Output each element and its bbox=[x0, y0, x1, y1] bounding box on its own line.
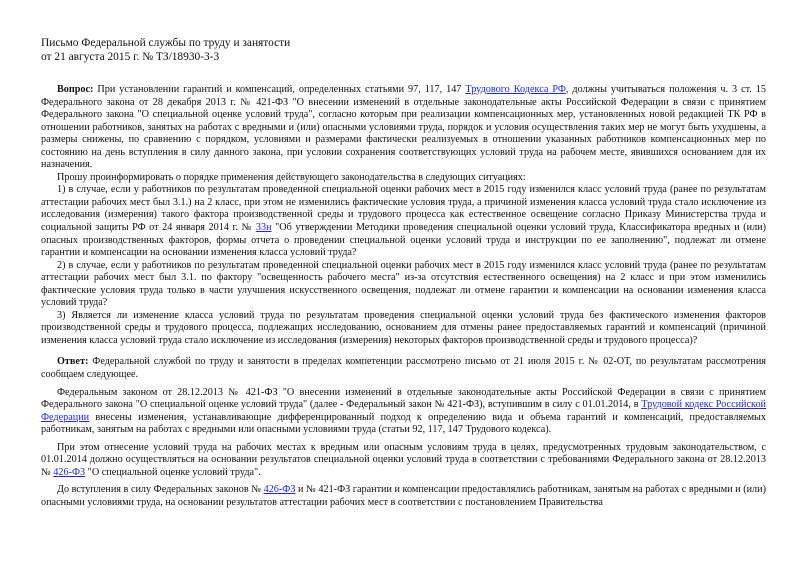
answer-label: Ответ: bbox=[57, 356, 89, 368]
answer-paragraph bbox=[41, 356, 766, 381]
question-text-1: При установлении гарантий и компенсаций, определенных статьями 97, 117, 147 bbox=[93, 84, 466, 95]
before-text-1: До вступления в силу Федеральных законов № bbox=[57, 484, 264, 496]
document-title bbox=[41, 36, 766, 64]
answer-text: Федеральной службой по труду и занятости в пределах компетенции рассмотрено письмо от 21 июля 2015 г. № 02-ОТ, по результатам рассмотрения сообщаем следующее. bbox=[41, 356, 766, 381]
question-paragraph bbox=[41, 84, 766, 172]
question-label: Вопрос: bbox=[57, 84, 94, 95]
attribution-text-2: "О специальной оценке условий труда". bbox=[85, 466, 261, 478]
request-item-3: 3) Является ли изменение класса условий труда по результатам проведения специальной оценки условий труда без фактического изменения факторов производственной среды и трудового процесса, подлежащих исследованию, основанием для отмены ранее предоставляемых гарантий и компенсаций (причиной изменения класса условий труда стало исключение из исследования (измерения) некоторых факторов производственной среды и трудового процесса)? bbox=[41, 309, 766, 346]
before-text-2: и № 421-ФЗ гарантии и компенсации предоставлялись работникам, занятым на работах с вредными и (или) опасными условиями труда, на основании результатов аттестации рабочих мест в соответствии с постановлением Правительства bbox=[41, 484, 766, 508]
before-laws-paragraph bbox=[41, 484, 766, 509]
request-item-1 bbox=[41, 184, 766, 259]
law-426-link-2[interactable]: 426-ФЗ bbox=[263, 484, 296, 496]
attribution-text-1: При этом отнесение условий труда на рабочих местах к вредным или опасным условиям труда в целях, предусмотренных трудовым законодательством, с 01.01.2014 должно осуществляться на основании результатов специальной оценки условий труда в соответствии с требованиями Федерального закона от 28.12.2013 № bbox=[41, 441, 766, 478]
title-line-1: Письмо Федеральной службы по труду и занятости bbox=[41, 37, 291, 49]
question-text-2: , должны учитываться положения ч. 3 ст. 15 Федерального закона от 28 декабря 2013 г. № 421-ФЗ "О внесении изменений в отдельные законодательные акты Российской Федерации в связи с принятием Федерального закона "О специальной оценке условий труда", согласно которым при реализации компенсационных мер, установленных новой редакцией ТК РФ в отношении работников, занятых на работах с вредными и (или) опасными условиями труда, порядок и условия осуществления таких мер не могут быть ухудшены, а размеры снижены, по сравнению с порядком, условиями и размерами фактически реализуемых в отношении указанных работников компенсационных мер по состоянию на день вступления в силу данного закона, при условии сохранения соответствующих условий труда на рабочем месте, явившихся основанием для их назначения. bbox=[41, 84, 766, 171]
law-text-1: Федеральным законом от 28.12.2013 № 421-ФЗ "О внесении изменений в отдельные законодательные акты Российской Федерации в связи с принятием Федерального закона "О специальной оценке условий труда" (далее - Федеральный закон № 421-ФЗ), вступившим в силу с 01.01.2014, в bbox=[41, 386, 766, 411]
item1-text-2: "Об утверждении Методики проведения специальной оценки условий труда, Классификатора вредных и (или) опасных производственных факторов, формы отчета о проведении специальной оценки условий труда и инструкции по ее заполнению", подлежат ли отмене гарантии и компенсации на основании изменения класса условий труда? bbox=[41, 222, 767, 259]
law-421-paragraph bbox=[41, 387, 766, 437]
title-line-2: от 21 августа 2015 г. № ТЗ/18930-3-3 bbox=[41, 51, 220, 63]
law-426-link[interactable]: 426-ФЗ bbox=[53, 466, 86, 478]
labor-code-link[interactable]: Трудового Кодекса РФ bbox=[465, 84, 566, 95]
law-text-2: внесены изменения, устанавливающие дифференцированный подход к определению вида и объема гарантий и компенсаций, предоставляемых работникам, занятым на работах с вредными или опасными условиями труда (статьи 92, 117, 147 Трудового кодекса). bbox=[41, 411, 766, 436]
labor-code-rf-link[interactable]: Трудовой кодекс Российской Федерации bbox=[41, 399, 766, 423]
order-33n-link[interactable]: 33н bbox=[255, 222, 272, 234]
attribution-paragraph bbox=[41, 442, 766, 480]
item1-text-1: 1) в случае, если у работников по результатам проведенной специальной оценки рабочих мест в 2015 году изменился класс условий труда (ранее по результатам аттестации рабочих мест был 3.1.) на 2 класс, при этом не изменились фактические условия труда, а причиной изменения класса условий труда стало исключение из исследования (измерения) такого фактора производственной среды и трудового процесса как естественное освещение согласно Приказу Министерства труда и социальной защиты РФ от 24 января 2014 г. № bbox=[41, 184, 766, 234]
request-item-2: 2) в случае, если у работников по результатам проведенной специальной оценки рабочих мест в 2015 году изменился класс условий труда (ранее по результатам аттестации рабочих мест был 3.1. по фактору "освещенность рабочего места" из-за отсутствия естественного освещения) на 2 класс и при этом изменились фактические условия труда только в части улучшения искусственного освещения, подлежат ли отмене гарантии и компенсации на основании изменения класса условий труда? bbox=[41, 259, 766, 309]
request-intro: Прошу проинформировать о порядке применения действующего законодательства в следующих ситуациях: bbox=[57, 171, 526, 183]
